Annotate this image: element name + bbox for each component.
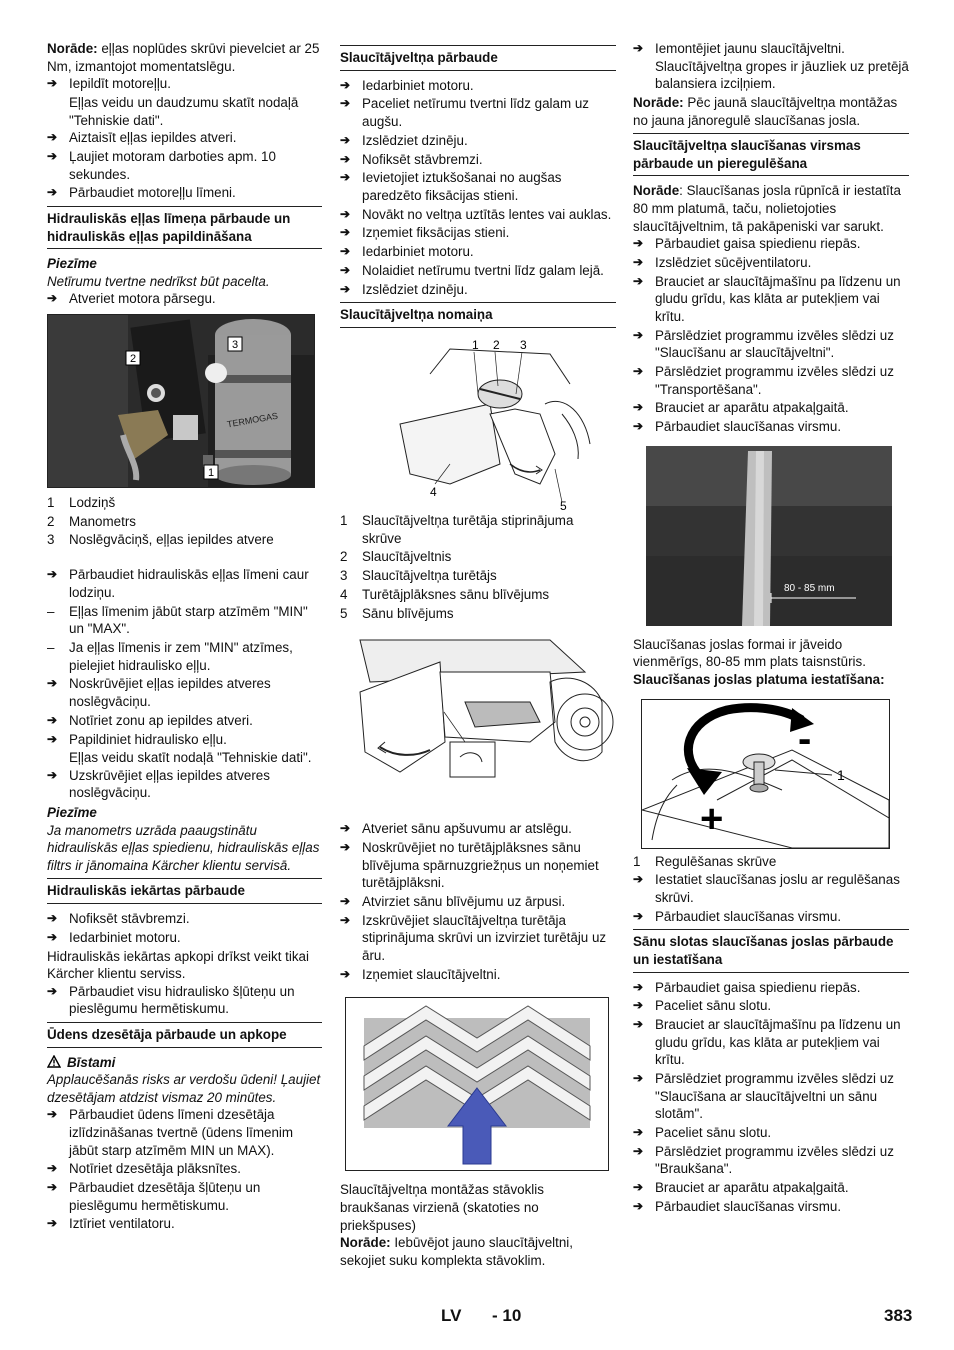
step: ➔ Pārbaudiet visu hidraulisko šļūteņu un pieslēgumu hermētiskumu. (47, 983, 322, 1018)
step: ➔ Izņemiet slaucītājveltni. (340, 966, 616, 984)
step: ➔ Pārslēdziet programmu izvēles slēdzi uz "Slaucīšanu ar slaucītājveltni". (633, 327, 909, 362)
figure-label: 3 (520, 338, 527, 352)
step: ➔ Izslēdziet dzinēju. (340, 281, 616, 299)
footer-local-page: - 10 (492, 1306, 522, 1325)
step: ➔ Brauciet ar slaucītājmašīnu pa līdzenu un gludu grīdu, kas klāta ar putekļiem vai krītu. (633, 273, 909, 326)
step: ➔ Pārbaudiet dzesētāja šļūteņu un pieslēgumu hermētiskumu. (47, 1179, 322, 1214)
section-heading: Sānu slotas slaucīšanas joslas pārbaude un iestatīšana (633, 929, 909, 972)
step: ➔ Atveriet sānu apšuvumu ar atslēgu. (340, 820, 616, 838)
step: ➔ Paceliet sānu slotu. (633, 1124, 909, 1142)
figure-label: 1 (472, 338, 479, 352)
figure-label: 4 (430, 485, 437, 499)
warning-text: Applaucēšanās risks ar verdošu ūdeni! Ļaujiet dzesētājam atdzist vismaz 20 minūtes. (47, 1072, 321, 1105)
step: ➔ Izslēdziet dzinēju. (340, 132, 616, 150)
note-text: Netīrumu tvertne nedrīkst būt pacelta. (47, 273, 270, 289)
step: ➔ Izslēdziet sūcējventilatoru. (633, 254, 909, 272)
step: ➔ Iedarbiniet motoru. (340, 243, 616, 261)
detail: – Ja eļļas līmenis ir zem "MIN" atzīmes, pielejiet hidraulisko eļļu. (47, 639, 322, 674)
photo-label: 3 (231, 338, 239, 351)
paragraph: Slaucīšanas joslas formai ir jāveido vienmērīgs, 80-85 mm plats taisnstūris. (633, 636, 866, 670)
paragraph-bold: Slaucīšanas joslas platuma iestatīšana: (633, 671, 885, 687)
legend-item: 1 Lodziņš (47, 494, 116, 510)
column-middle (340, 40, 616, 1269)
step: ➔ Nofiksēt stāvbremzi. (340, 151, 616, 169)
legend-item: 4 Turētājplāksnes sānu blīvējums (340, 586, 550, 602)
step: ➔ Nolaidiet netīrumu tvertni līdz galam lejā. (340, 262, 616, 280)
adjustment-screw-diagram (641, 699, 890, 849)
step: ➔ Iemontējiet jaunu slaucītājveltni. Slaucītājveltņa gropes ir jāuzliek uz pretējā balansiera izciļņiem. (633, 40, 909, 93)
step: ➔ Pārbaudiet ūdens līmeni dzesētāja izlīdzināšanas tvertnē (ūdens līmenim jābūt starp atzīmēm MIN un MAX). (47, 1106, 322, 1159)
section-heading: Hidrauliskās eļļas līmeņa pārbaude un hidrauliskās eļļas papildināšana (47, 206, 322, 249)
step: ➔ Iedarbiniet motoru. (47, 929, 322, 947)
detail: – Eļļas līmenim jābūt starp atzīmēm "MIN" un "MAX". (47, 603, 322, 638)
footer-language: LV (441, 1306, 462, 1325)
side-seal-diagram (340, 632, 616, 820)
step: ➔ Iestatiet slaucīšanas joslu ar regulēšanas skrūvi. (633, 871, 909, 906)
figure-label: 1 (837, 766, 845, 783)
section-heading: Hidrauliskās iekārtas pārbaude (47, 878, 322, 904)
step: ➔ Izskrūvējiet slaucītājveltņa turētāja stiprinājuma skrūvi un izvirziet turētāju uz āru. (340, 912, 616, 965)
paragraph: Hidrauliskās iekārtas apkopi drīkst veikt tikai Kärcher klientu serviss. (47, 948, 309, 982)
step: ➔ Noskrūvējiet no turētājplāksnes sānu blīvējuma spārnuzgriežņus un noņemiet turētājplāksni. (340, 839, 616, 892)
step: ➔ Atveriet motora pārsegu. (47, 290, 322, 308)
column-left (47, 40, 322, 1234)
step: ➔ Pārbaudiet hidrauliskās eļļas līmeni caur lodziņu. (47, 566, 322, 601)
tank-text: TERMOGAS (226, 410, 279, 430)
note-heading: Piezīme (47, 805, 97, 821)
note-text: Ja manometrs uzrāda paaugstinātu hidrauliskās eļļas spiedienu, hidrauliskās eļļas filtrs ir jānomaina Kärcher klientu servisā. (47, 822, 320, 873)
footer-page-number: 383 (884, 1306, 913, 1325)
note: Norāde: Iebūvējot jauno slaucītājveltni, sekojiet suku komplekta stāvoklim. (340, 1235, 573, 1268)
step: ➔ Pārslēdziet programmu izvēles slēdzi uz "Transportēšana". (633, 363, 909, 398)
step: ➔ Uzskrūvējiet eļļas iepildes atveres noslēgvāciņu. (47, 767, 322, 802)
step: ➔ Brauciet ar slaucītājmašīnu pa līdzenu un gludu grīdu, kas klāta ar putekļiem vai krītu. (633, 1016, 909, 1069)
step: ➔ Notīriet zonu ap iepildes atveri. (47, 712, 322, 730)
section-heading: Slaucītājveltņa nomaiņa (340, 302, 616, 328)
step: ➔ Iepildīt motoreļļu. (47, 75, 322, 93)
step: ➔ Ļaujiet motoram darboties apm. 10 sekundes. (47, 148, 322, 183)
measurement-label: 80 - 85 mm (784, 582, 835, 594)
step: ➔ Pārbaudiet slaucīšanas virsmu. (633, 1198, 909, 1216)
paragraph: Slaucītājveltņa montāžas stāvoklis braukšanas virzienā (skatoties no priekšpuses) (340, 1182, 544, 1233)
step: ➔ Izņemiet fiksācijas stieni. (340, 224, 616, 242)
step: ➔ Notīriet dzesētāja plāksnītes. (47, 1160, 322, 1178)
legend-item: 1 Regulēšanas skrūve (633, 853, 777, 869)
roller-diagram (340, 334, 616, 512)
note: Norāde: eļļas noplūdes skrūvi pievelciet ar 25 Nm, izmantojot momentatslēgu. (47, 41, 320, 74)
photo-label: 2 (129, 352, 137, 365)
step-subtext: Eļļas veidu skatīt nodaļā "Tehniskie dati". (69, 750, 312, 766)
figure-label: 2 (493, 338, 500, 352)
legend-item: 3 Noslēgvāciņš, eļļas iepildes atvere (47, 532, 274, 548)
section-heading: Ūdens dzesētāja pārbaude un apkope (47, 1022, 322, 1048)
figure-label: 5 (560, 499, 567, 512)
step: ➔ Nofiksēt stāvbremzi. (47, 910, 322, 928)
step: ➔ Noskrūvējiet eļļas iepildes atveres noslēgvāciņu. (47, 675, 322, 710)
step: ➔ Iedarbiniet motoru. (340, 77, 616, 95)
note: Norāde: Slaucīšanas josla rūpnīcā ir iestatīta 80 mm platumā, taču, nolietojoties slaucītājveltnim, tā pakāpeniski var sarukt. (633, 183, 901, 234)
column-right (633, 40, 909, 1217)
step: ➔ Iztīriet ventilatoru. (47, 1215, 322, 1233)
step: ➔ Pārbaudiet motoreļļu līmeni. (47, 184, 322, 202)
plus-sign: + (700, 796, 724, 841)
step: ➔ Paceliet netīrumu tvertni līdz galam uz augšu. (340, 95, 616, 130)
hydraulic-photo (47, 314, 315, 488)
step: ➔ Atvirziet sānu blīvējumu uz ārpusi. (340, 893, 616, 911)
legend-item: 5 Sānu blīvējums (340, 605, 454, 621)
step: ➔ Pārslēdziet programmu izvēles slēdzi uz "Braukšana". (633, 1143, 909, 1178)
step: ➔ Brauciet ar aparātu atpakaļgaitā. (633, 1179, 909, 1197)
step: ➔ Pārbaudiet gaisa spiedienu riepās. (633, 235, 909, 253)
step: ➔ Ievietojiet iztukšošanai no augšas paredzēto fiksācijas stieni. (340, 169, 616, 204)
warning-triangle-icon (47, 1055, 61, 1068)
step: ➔ Pārbaudiet slaucīšanas virsmu. (633, 908, 909, 926)
legend-item: 2 Slaucītājveltnis (340, 549, 452, 565)
step: ➔ Novākt no veltņa uztītās lentes vai auklas. (340, 206, 616, 224)
section-heading: Slaucītājveltņa pārbaude (340, 45, 616, 71)
legend-item: 3 Slaucītājveltņa turētājs (340, 568, 497, 584)
step-subtext: Eļļas veidu un daudzumu skatīt nodaļā "Tehniskie dati". (69, 94, 299, 128)
sweep-pattern-photo (646, 446, 892, 626)
step: ➔ Papildiniet hidraulisko eļļu. (47, 731, 322, 749)
step: ➔ Paceliet sānu slotu. (633, 997, 909, 1015)
step: ➔ Aiztaisīt eļļas iepildes atveri. (47, 129, 322, 147)
section-heading: Slaucītājveltņa slaucīšanas virsmas pārbaude un pieregulēšana (633, 133, 909, 176)
legend-item: 1 Slaucītājveltņa turētāja stiprinājuma skrūve (340, 513, 574, 546)
roller-orientation-diagram (345, 997, 609, 1171)
legend-item: 2 Manometrs (47, 513, 136, 529)
photo-label: 1 (207, 466, 215, 479)
note-heading: Piezīme (47, 256, 97, 272)
minus-sign: - (798, 716, 812, 761)
step: ➔ Pārbaudiet slaucīšanas virsmu. (633, 418, 909, 436)
note: Norāde: Pēc jaunā slaucītājveltņa montāžas no jauna jānoregulē slaucīšanas josla. (633, 94, 898, 128)
step: ➔ Pārslēdziet programmu izvēles slēdzi uz "Slaucīšana ar slaucītājveltni un sānu slotām". (633, 1070, 909, 1123)
step: ➔ Pārbaudiet gaisa spiedienu riepās. (633, 979, 909, 997)
step: ➔ Brauciet ar aparātu atpakaļgaitā. (633, 399, 909, 417)
warning-heading: Bīstami (47, 1054, 322, 1072)
